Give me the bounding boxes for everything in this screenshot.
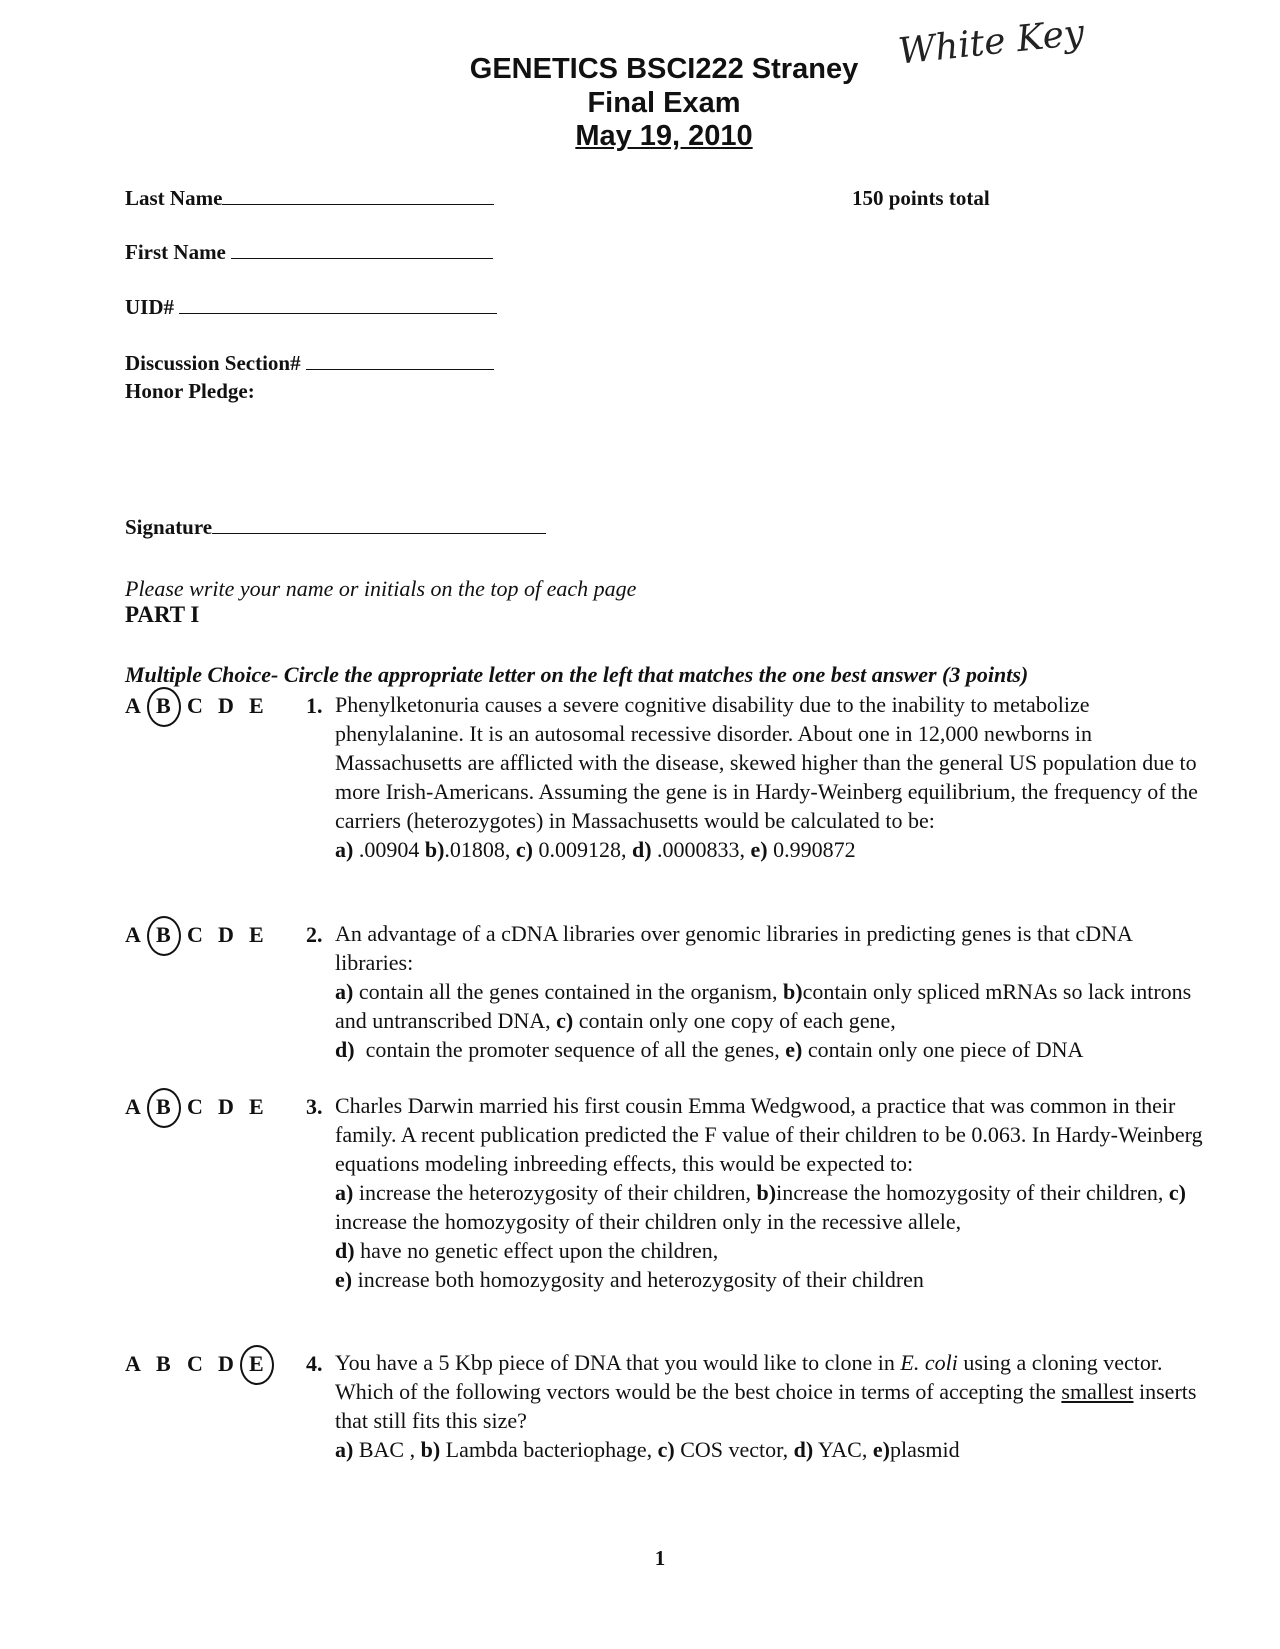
choice-e[interactable]: E <box>249 1094 264 1119</box>
choice-d[interactable]: D <box>218 693 234 718</box>
choice-e-circled[interactable]: E <box>249 1351 280 1377</box>
question-4 <box>335 1348 1215 1464</box>
uid-field[interactable] <box>125 295 497 320</box>
choice-a[interactable]: A <box>125 1094 141 1119</box>
question-options: a) BAC , b) Lambda bacteriophage, c) COS vector, d) YAC, e)plasmid <box>335 1437 960 1462</box>
choice-d[interactable]: D <box>218 922 234 947</box>
question-options-continued: d) contain the promoter sequence of all the genes, e) contain only one piece of DNA <box>335 1037 1084 1062</box>
honor-pledge-label: Honor Pledge: <box>125 379 255 403</box>
question-text: You have a 5 Kbp piece of DNA that you would like to clone in E. coli using a cloning vector. Which of the following vectors would be the best choice in terms of accepting the smallest inserts that still fits this size? <box>335 1350 1197 1433</box>
choice-d[interactable]: D <box>218 1094 234 1119</box>
question-text: Phenylketonuria causes a severe cognitive disability due to the inability to metabolize phenylalanine. It is an autosomal recessive disorder. About one in 12,000 newborns in Massachusetts are afflicted with the disease, skewed higher than the general US population due to more Irish-Americans. Assuming the gene is in Hardy-Weinberg equilibrium, the frequency of the carriers (heterozygotes) in Massachusetts would be calculated to be: <box>335 692 1198 833</box>
question-2 <box>335 919 1215 1064</box>
signature-field[interactable] <box>125 515 546 540</box>
first-name-field[interactable] <box>125 240 493 265</box>
uid-label: UID# <box>125 295 175 319</box>
instructions: Please write your name or initials on the top of each page <box>125 576 637 601</box>
choice-a[interactable]: A <box>125 1351 141 1376</box>
handwritten-note: White Key <box>896 12 1087 73</box>
discussion-line[interactable] <box>306 351 494 370</box>
choice-c[interactable]: C <box>187 693 203 718</box>
exam-subtitle: Final Exam <box>587 87 741 119</box>
exam-date: May 19, 2010 <box>575 120 753 152</box>
answer-choices-q2[interactable] <box>125 922 280 948</box>
choice-a[interactable]: A <box>125 693 141 718</box>
part-heading: PART I <box>125 602 200 627</box>
discussion-label: Discussion Section# <box>125 351 301 375</box>
exam-title: GENETICS BSCI222 Straney <box>469 53 859 85</box>
uid-line[interactable] <box>179 295 497 314</box>
signature-label: Signature <box>125 515 213 539</box>
last-name-line[interactable] <box>222 186 494 205</box>
choice-e[interactable]: E <box>249 922 264 947</box>
answer-choices-q3[interactable] <box>125 1094 280 1120</box>
points-total: 150 points total <box>852 186 990 210</box>
first-name-label: First Name <box>125 240 226 264</box>
choice-c[interactable]: C <box>187 922 203 947</box>
discussion-field[interactable] <box>125 351 494 376</box>
choice-e[interactable]: E <box>249 693 264 718</box>
question-1 <box>335 690 1215 864</box>
question-options: a) .00904 b).01808, c) 0.009128, d) .0000833, e) 0.990872 <box>335 837 856 862</box>
choice-b-circled[interactable]: B <box>156 922 187 948</box>
choice-b-circled[interactable]: B <box>156 693 187 719</box>
mc-header: Multiple Choice- Circle the appropriate letter on the left that matches the one best answer (3 points) <box>125 662 1029 687</box>
question-number: 4. <box>306 1351 323 1376</box>
question-text: An advantage of a cDNA libraries over genomic libraries in predicting genes is that cDNA libraries: <box>335 921 1132 975</box>
last-name-label: Last Name <box>125 186 223 210</box>
question-options: a) contain all the genes contained in the organism, b)contain only spliced mRNAs so lack introns and untranscribed DNA, c) contain only one copy of each gene, <box>335 979 1192 1033</box>
choice-c[interactable]: C <box>187 1351 203 1376</box>
question-number: 1. <box>306 693 323 718</box>
choice-b[interactable]: B <box>156 1351 171 1376</box>
choice-c[interactable]: C <box>187 1094 203 1119</box>
page-number: 1 <box>654 1546 666 1570</box>
first-name-line[interactable] <box>231 240 493 259</box>
answer-choices-q1[interactable] <box>125 693 280 719</box>
choice-b-circled[interactable]: B <box>156 1094 187 1120</box>
question-3: Charles Darwin married his first cousin Emma Wedgwood, a practice that was common in their family. A recent publication predicted the F value of their children to be 0.063. In Hardy-Weinberg equations modeling inbreeding effects, this would be expected to: a) increase the heterozygosity of their children, b)increase the homozygosity of their children, c) increase the homozygosity of their children only in the recessive allele, d) have no genetic effect upon the children, e) increase both homozygosity and heterozygosity of their children <box>335 1091 1215 1294</box>
last-name-field[interactable] <box>125 186 494 211</box>
question-number: 2. <box>306 922 323 947</box>
answer-choices-q4[interactable] <box>125 1351 280 1377</box>
question-text: Charles Darwin married his first cousin Emma Wedgwood, a practice that was common in their family. A recent publication predicted the F value of their children to be 0.063. In Hardy-Weinberg equations modeling inbreeding effects, this would be expected to: <box>335 1093 1203 1176</box>
choice-a[interactable]: A <box>125 922 141 947</box>
signature-line[interactable] <box>212 515 546 534</box>
choice-d[interactable]: D <box>218 1351 234 1376</box>
question-number: 3. <box>306 1094 323 1119</box>
question-options: a) increase the heterozygosity of their children, b)increase the homozygosity of their children, c) increase the homozygosity of their children only in the recessive allele, <box>335 1180 1186 1234</box>
